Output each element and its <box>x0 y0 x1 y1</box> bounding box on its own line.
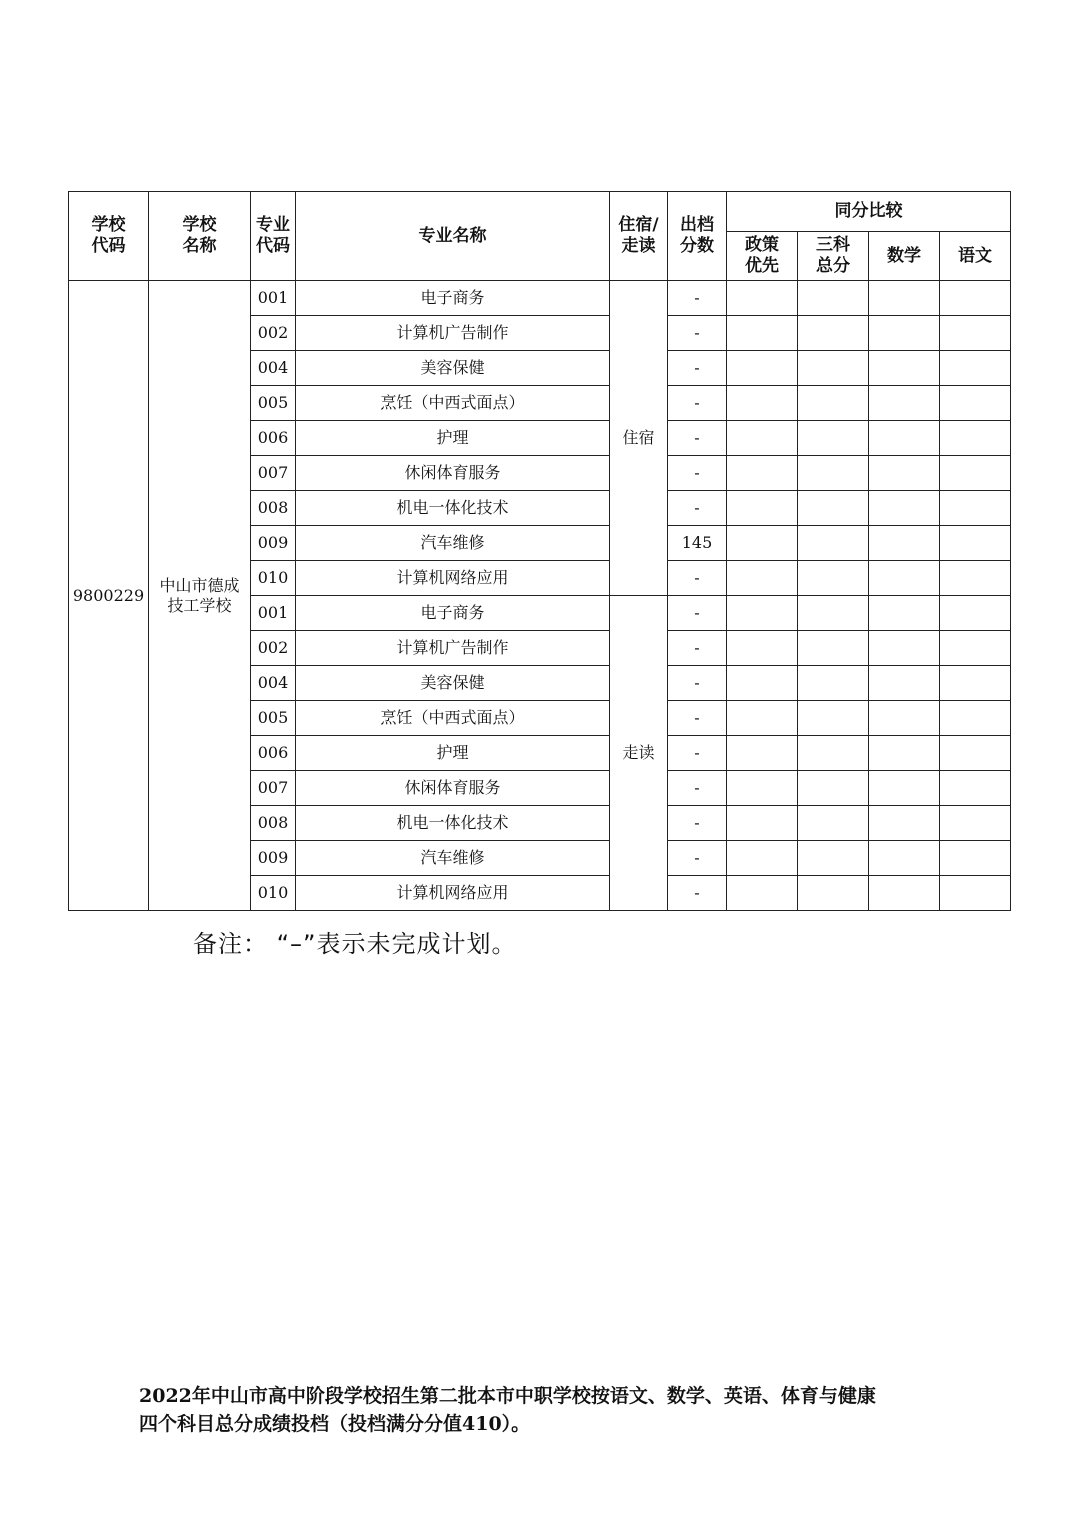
chinese-cell <box>940 701 1011 736</box>
major-code-cell: 009 <box>251 841 296 876</box>
math-cell <box>869 491 940 526</box>
policy-priority-cell <box>727 736 798 771</box>
major-code-cell: 009 <box>251 526 296 561</box>
math-cell <box>869 666 940 701</box>
chinese-cell <box>940 526 1011 561</box>
policy-priority-cell <box>727 561 798 596</box>
major-name-cell: 计算机广告制作 <box>296 631 610 666</box>
major-name-cell: 计算机网络应用 <box>296 561 610 596</box>
header-boarding: 住宿/ 走读 <box>610 192 668 281</box>
header-score: 出档 分数 <box>668 192 727 281</box>
major-name-cell: 汽车维修 <box>296 526 610 561</box>
score-cell: - <box>668 736 727 771</box>
major-name-cell: 护理 <box>296 421 610 456</box>
header-math: 数学 <box>869 232 940 281</box>
three-total-cell <box>798 491 869 526</box>
policy-priority-cell <box>727 281 798 316</box>
school-name-cell <box>149 281 251 911</box>
header-three-subject-total: 三科 总分 <box>798 232 869 281</box>
header-major-code: 专业 代码 <box>251 192 296 281</box>
three-total-cell <box>798 841 869 876</box>
policy-priority-cell <box>727 771 798 806</box>
major-name-cell: 电子商务 <box>296 596 610 631</box>
footer-line-1: 2022年中山市高中阶段学校招生第二批本市中职学校按语文、数学、英语、体育与健康 <box>139 1385 876 1407</box>
chinese-cell <box>940 561 1011 596</box>
chinese-cell <box>940 351 1011 386</box>
major-name-cell: 休闲体育服务 <box>296 771 610 806</box>
table-body <box>69 281 1011 911</box>
math-cell <box>869 841 940 876</box>
math-cell <box>869 316 940 351</box>
math-cell <box>869 771 940 806</box>
footer-caption <box>139 1382 979 1438</box>
three-total-cell <box>798 876 869 911</box>
chinese-cell <box>940 876 1011 911</box>
chinese-cell <box>940 281 1011 316</box>
chinese-cell <box>940 491 1011 526</box>
score-cell: - <box>668 876 727 911</box>
policy-priority-cell <box>727 666 798 701</box>
header-tie-compare: 同分比较 <box>727 192 1011 232</box>
chinese-cell <box>940 386 1011 421</box>
three-total-cell <box>798 596 869 631</box>
boarding-mode-cell: 走读 <box>610 596 668 911</box>
score-cell: - <box>668 666 727 701</box>
chinese-cell <box>940 631 1011 666</box>
score-cell: - <box>668 631 727 666</box>
school-name-line: 技工学校 <box>167 595 232 615</box>
three-total-cell <box>798 386 869 421</box>
policy-priority-cell <box>727 876 798 911</box>
math-cell <box>869 421 940 456</box>
table-row <box>69 281 1011 316</box>
chinese-cell <box>940 421 1011 456</box>
chinese-cell <box>940 841 1011 876</box>
policy-priority-cell <box>727 491 798 526</box>
major-code-cell: 008 <box>251 491 296 526</box>
major-name-cell: 美容保健 <box>296 666 610 701</box>
three-total-cell <box>798 456 869 491</box>
policy-priority-cell <box>727 596 798 631</box>
math-cell <box>869 806 940 841</box>
math-cell <box>869 701 940 736</box>
major-name-cell: 烹饪（中西式面点） <box>296 701 610 736</box>
school-name-line: 中山市德成 <box>159 575 240 595</box>
three-total-cell <box>798 666 869 701</box>
header-chinese: 语文 <box>940 232 1011 281</box>
major-code-cell: 006 <box>251 421 296 456</box>
policy-priority-cell <box>727 806 798 841</box>
three-total-cell <box>798 771 869 806</box>
three-total-cell <box>798 736 869 771</box>
policy-priority-cell <box>727 841 798 876</box>
major-code-cell: 005 <box>251 386 296 421</box>
math-cell <box>869 386 940 421</box>
major-name-cell: 护理 <box>296 736 610 771</box>
header-policy-priority: 政策 优先 <box>727 232 798 281</box>
math-cell <box>869 526 940 561</box>
score-cell: - <box>668 386 727 421</box>
major-code-cell: 001 <box>251 596 296 631</box>
score-cell: - <box>668 561 727 596</box>
math-cell <box>869 456 940 491</box>
major-code-cell: 007 <box>251 456 296 491</box>
math-cell <box>869 561 940 596</box>
score-cell: 145 <box>668 526 727 561</box>
school-code-cell: 9800229 <box>69 281 149 911</box>
chinese-cell <box>940 736 1011 771</box>
three-total-cell <box>798 631 869 666</box>
policy-priority-cell <box>727 701 798 736</box>
major-code-cell: 005 <box>251 701 296 736</box>
math-cell <box>869 876 940 911</box>
major-name-cell: 美容保健 <box>296 351 610 386</box>
major-code-cell: 006 <box>251 736 296 771</box>
chinese-cell <box>940 596 1011 631</box>
score-cell: - <box>668 596 727 631</box>
major-code-cell: 007 <box>251 771 296 806</box>
score-cell: - <box>668 456 727 491</box>
header-major-name: 专业名称 <box>296 192 610 281</box>
math-cell <box>869 736 940 771</box>
major-code-cell: 001 <box>251 281 296 316</box>
policy-priority-cell <box>727 526 798 561</box>
score-cell: - <box>668 421 727 456</box>
header-school-name: 学校 名称 <box>149 192 251 281</box>
header-school-code: 学校 代码 <box>69 192 149 281</box>
policy-priority-cell <box>727 631 798 666</box>
three-total-cell <box>798 561 869 596</box>
score-cell: - <box>668 491 727 526</box>
score-cell: - <box>668 316 727 351</box>
three-total-cell <box>798 316 869 351</box>
major-name-cell: 机电一体化技术 <box>296 806 610 841</box>
major-name-cell: 电子商务 <box>296 281 610 316</box>
math-cell <box>869 351 940 386</box>
chinese-cell <box>940 666 1011 701</box>
three-total-cell <box>798 281 869 316</box>
score-cell: - <box>668 806 727 841</box>
math-cell <box>869 596 940 631</box>
policy-priority-cell <box>727 316 798 351</box>
policy-priority-cell <box>727 386 798 421</box>
score-cell: - <box>668 351 727 386</box>
major-code-cell: 010 <box>251 561 296 596</box>
chinese-cell <box>940 771 1011 806</box>
major-name-cell: 计算机广告制作 <box>296 316 610 351</box>
chinese-cell <box>940 806 1011 841</box>
major-code-cell: 002 <box>251 316 296 351</box>
major-code-cell: 004 <box>251 666 296 701</box>
chinese-cell <box>940 456 1011 491</box>
major-name-cell: 计算机网络应用 <box>296 876 610 911</box>
math-cell <box>869 631 940 666</box>
three-total-cell <box>798 806 869 841</box>
major-code-cell: 002 <box>251 631 296 666</box>
major-name-cell: 机电一体化技术 <box>296 491 610 526</box>
major-name-cell: 汽车维修 <box>296 841 610 876</box>
policy-priority-cell <box>727 456 798 491</box>
math-cell <box>869 281 940 316</box>
major-name-cell: 烹饪（中西式面点） <box>296 386 610 421</box>
three-total-cell <box>798 526 869 561</box>
chinese-cell <box>940 316 1011 351</box>
boarding-mode-cell: 住宿 <box>610 281 668 596</box>
three-total-cell <box>798 421 869 456</box>
policy-priority-cell <box>727 351 798 386</box>
score-cell: - <box>668 771 727 806</box>
three-total-cell <box>798 351 869 386</box>
major-code-cell: 010 <box>251 876 296 911</box>
score-cell: - <box>668 841 727 876</box>
score-cell: - <box>668 281 727 316</box>
table-note: 备注： “–”表示未完成计划。 <box>193 930 517 958</box>
footer-line-2: 四个科目总分成绩投档（投档满分分值410）。 <box>139 1413 531 1435</box>
major-code-cell: 008 <box>251 806 296 841</box>
policy-priority-cell <box>727 421 798 456</box>
admission-score-table <box>68 191 1011 911</box>
major-name-cell: 休闲体育服务 <box>296 456 610 491</box>
major-code-cell: 004 <box>251 351 296 386</box>
three-total-cell <box>798 701 869 736</box>
score-cell: - <box>668 701 727 736</box>
